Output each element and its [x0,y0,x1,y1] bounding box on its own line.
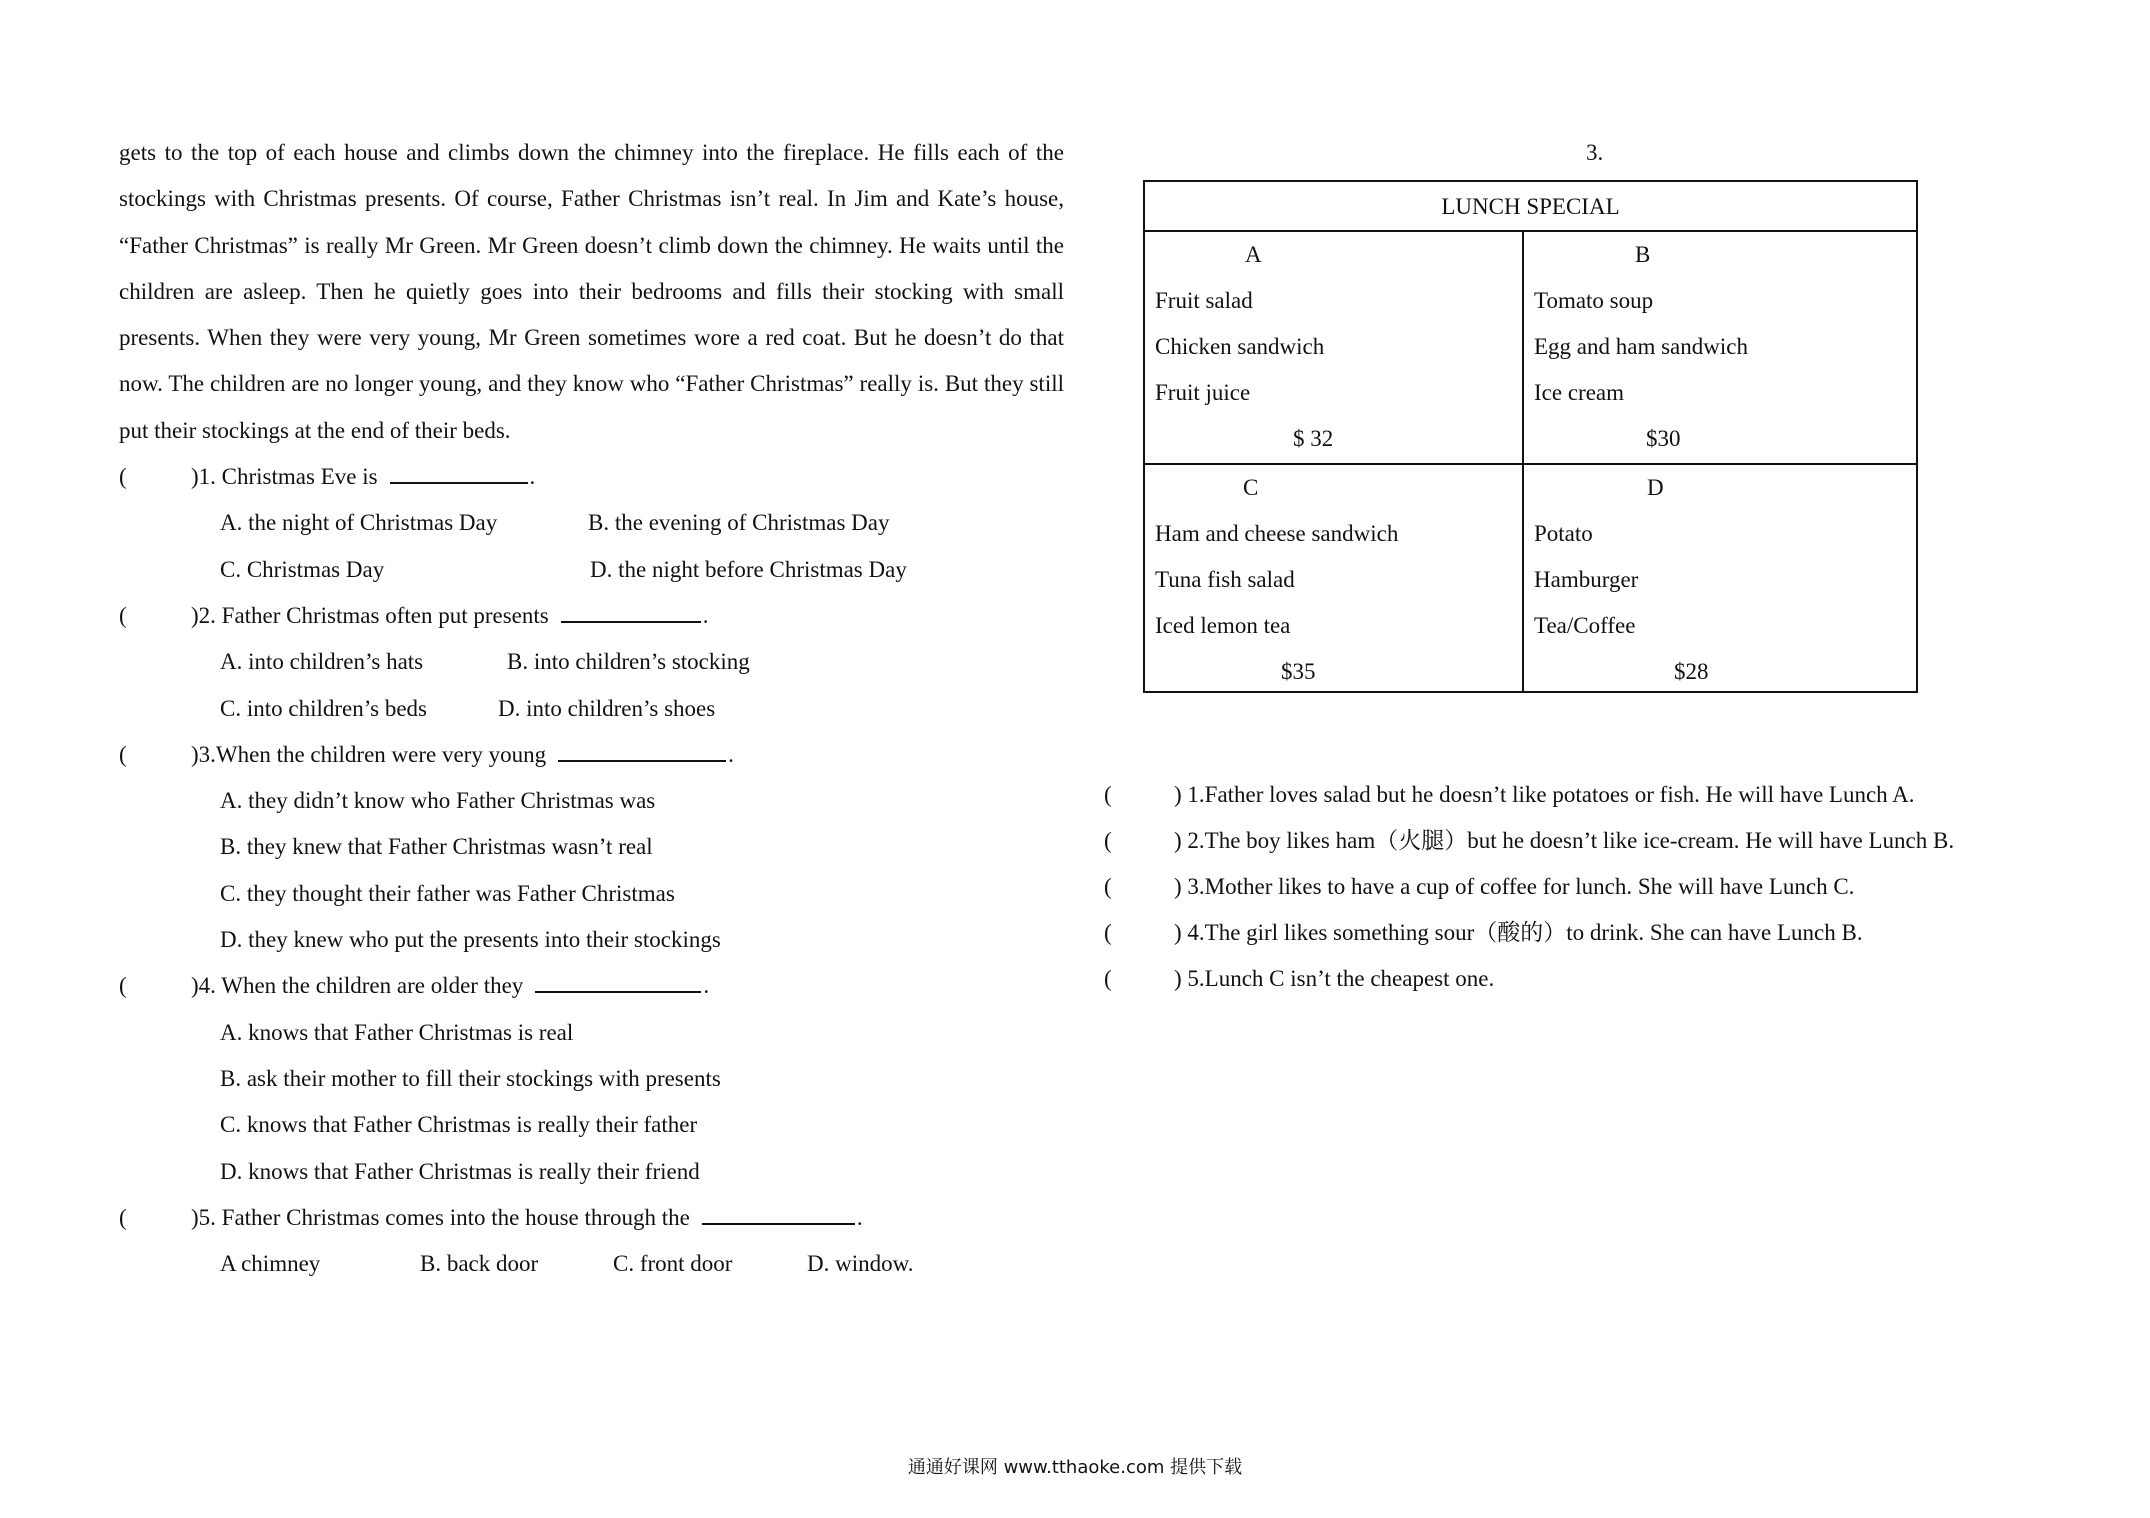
question-end: . [856,1204,863,1230]
option-b[interactable]: B. ask their mother to fill their stockings with presents [220,1065,721,1091]
option-a[interactable]: A. into children’s hats [220,649,424,675]
question-5 [119,1195,1064,1241]
menu-item: Hamburger [1534,567,1639,592]
menu-item: Egg and ham sandwich [1534,334,1748,359]
option-d[interactable]: D. knows that Father Christmas is really their friend [220,1158,700,1184]
answer-blank[interactable] [561,595,701,623]
option-c[interactable]: C. front door [613,1251,733,1277]
answer-paren[interactable]: ( [119,973,127,999]
cell-label: B [1635,242,1651,267]
options-row [119,917,1064,963]
option-d[interactable]: D. they knew who put the presents into their stockings [220,927,721,953]
answer-paren[interactable]: ( [119,464,127,490]
options-row [119,547,1064,593]
menu-cell-d [1524,465,1918,693]
menu-item: Chicken sandwich [1155,334,1325,359]
answer-blank[interactable] [390,456,528,484]
option-a[interactable]: A chimney [220,1251,321,1277]
answer-paren[interactable]: ( [1104,828,1112,853]
menu-item: Ham and cheese sandwich [1155,521,1399,546]
menu-cell-c [1145,465,1522,693]
answer-blank[interactable] [535,965,701,993]
answer-blank[interactable] [558,734,726,762]
option-b[interactable]: B. into children’s stocking [507,649,750,675]
question-2 [119,593,1064,639]
answer-paren[interactable]: ( [119,741,127,767]
menu-item: Tea/Coffee [1534,613,1636,638]
question-end: . [529,464,536,490]
menu-price: $35 [1281,659,1316,684]
option-b[interactable]: B. they knew that Father Christmas wasn’t real [220,834,653,860]
menu-price: $30 [1646,426,1681,451]
option-c[interactable]: C. into children’s beds [220,695,427,721]
menu-item: Tuna fish salad [1155,567,1295,592]
answer-paren[interactable]: ( [1104,920,1112,945]
menu-item: Fruit salad [1155,288,1253,313]
option-a[interactable]: A. they didn’t know who Father Christmas was [220,788,656,814]
options-row [119,500,1064,546]
question-text: )5. Father Christmas comes into the house through the [191,1204,690,1230]
tf-text: ) 1.Father loves salad but he doesn’t like potatoes or fish. He will have Lunch A. [1174,782,1915,807]
options-row [119,871,1064,917]
option-c[interactable]: C. they thought their father was Father Christmas [220,880,675,906]
answer-paren[interactable]: ( [119,602,127,628]
answer-paren[interactable]: ( [1104,782,1112,807]
option-c[interactable]: C. Christmas Day [220,556,385,582]
options-row [119,824,1064,870]
option-b[interactable]: B. the evening of Christmas Day [588,510,890,536]
lunch-menu-table [1143,180,1918,693]
tf-text: ) 2.The boy likes ham（火腿）but he doesn’t like ice-cream. He will have Lunch B. [1174,828,1955,853]
question-text: )4. When the children are older they [191,973,524,999]
question-end: . [702,602,709,628]
question-text: )2. Father Christmas often put presents [191,602,549,628]
options-row [119,686,1064,732]
option-b[interactable]: B. back door [420,1251,539,1277]
answer-blank[interactable] [702,1197,855,1225]
question-4 [119,963,1064,1009]
cell-label: C [1243,475,1259,500]
option-c[interactable]: C. knows that Father Christmas is really their father [220,1112,698,1138]
answer-paren[interactable]: ( [1104,874,1112,899]
option-d[interactable]: D. window. [807,1251,914,1277]
menu-price: $ 32 [1293,426,1334,451]
options-row [119,639,1064,685]
tf-text: ) 4.The girl likes something sour（酸的）to drink. She can have Lunch B. [1174,920,1863,945]
question-end: . [728,741,734,767]
option-a[interactable]: A. knows that Father Christmas is real [220,1019,574,1045]
question-1 [119,454,1064,500]
question-3 [119,732,1064,778]
menu-cell-a [1145,232,1522,463]
menu-price: $28 [1674,659,1709,684]
tf-text: ) 5.Lunch C isn’t the cheapest one. [1174,966,1495,991]
cell-label: D [1647,475,1664,500]
answer-paren[interactable]: ( [119,1204,127,1230]
tf-text: ) 3.Mother likes to have a cup of coffee for lunch. She will have Lunch C. [1174,874,1855,899]
question-text: )3.When the children were very young [191,741,547,767]
menu-cell-b [1524,232,1918,463]
menu-item: Fruit juice [1155,380,1251,405]
option-d[interactable]: D. into children’s shoes [498,695,716,721]
menu-item: Potato [1534,521,1593,546]
answer-paren[interactable]: ( [1104,966,1112,991]
page-footer: 通通好课网 www.tthaoke.com 提供下载 [907,1457,1243,1478]
menu-item: Iced lemon tea [1155,613,1291,638]
question-text: )1. Christmas Eve is [191,464,378,490]
section-number: 3. [1586,140,1604,165]
option-d[interactable]: D. the night before Christmas Day [590,556,907,582]
reading-passage: gets to the top of each house and climbs down the chimney into the fireplace. He fills each of the stockings with Christmas presents. Of course, Father Christmas isn’t real. In Jim and Kate’s house, “Father Christmas” is really Mr Green. Mr Green doesn’t climb down the chimney. He waits until the children are asleep. Then he quietly goes into their bedrooms and fills their stocking with small presents. When they were very young, Mr Green sometimes wore a red coat. But he doesn’t do that now. The children are no longer young, and they know who “Father Christmas” really is. But they still put their stockings at the end of their beds. [119,140,1064,443]
menu-title: LUNCH SPECIAL [1145,182,1916,232]
options-row [119,1102,1064,1148]
menu-item: Tomato soup [1534,288,1654,313]
option-a[interactable]: A. the night of Christmas Day [220,510,498,536]
question-end: . [703,973,710,999]
left-column [119,130,1064,1287]
options-row [119,778,1064,824]
options-row [119,1149,1064,1195]
options-row [119,1010,1064,1056]
options-row [119,1241,1064,1287]
options-row [119,1056,1064,1102]
menu-item: Ice cream [1534,380,1625,405]
cell-label: A [1245,242,1262,267]
